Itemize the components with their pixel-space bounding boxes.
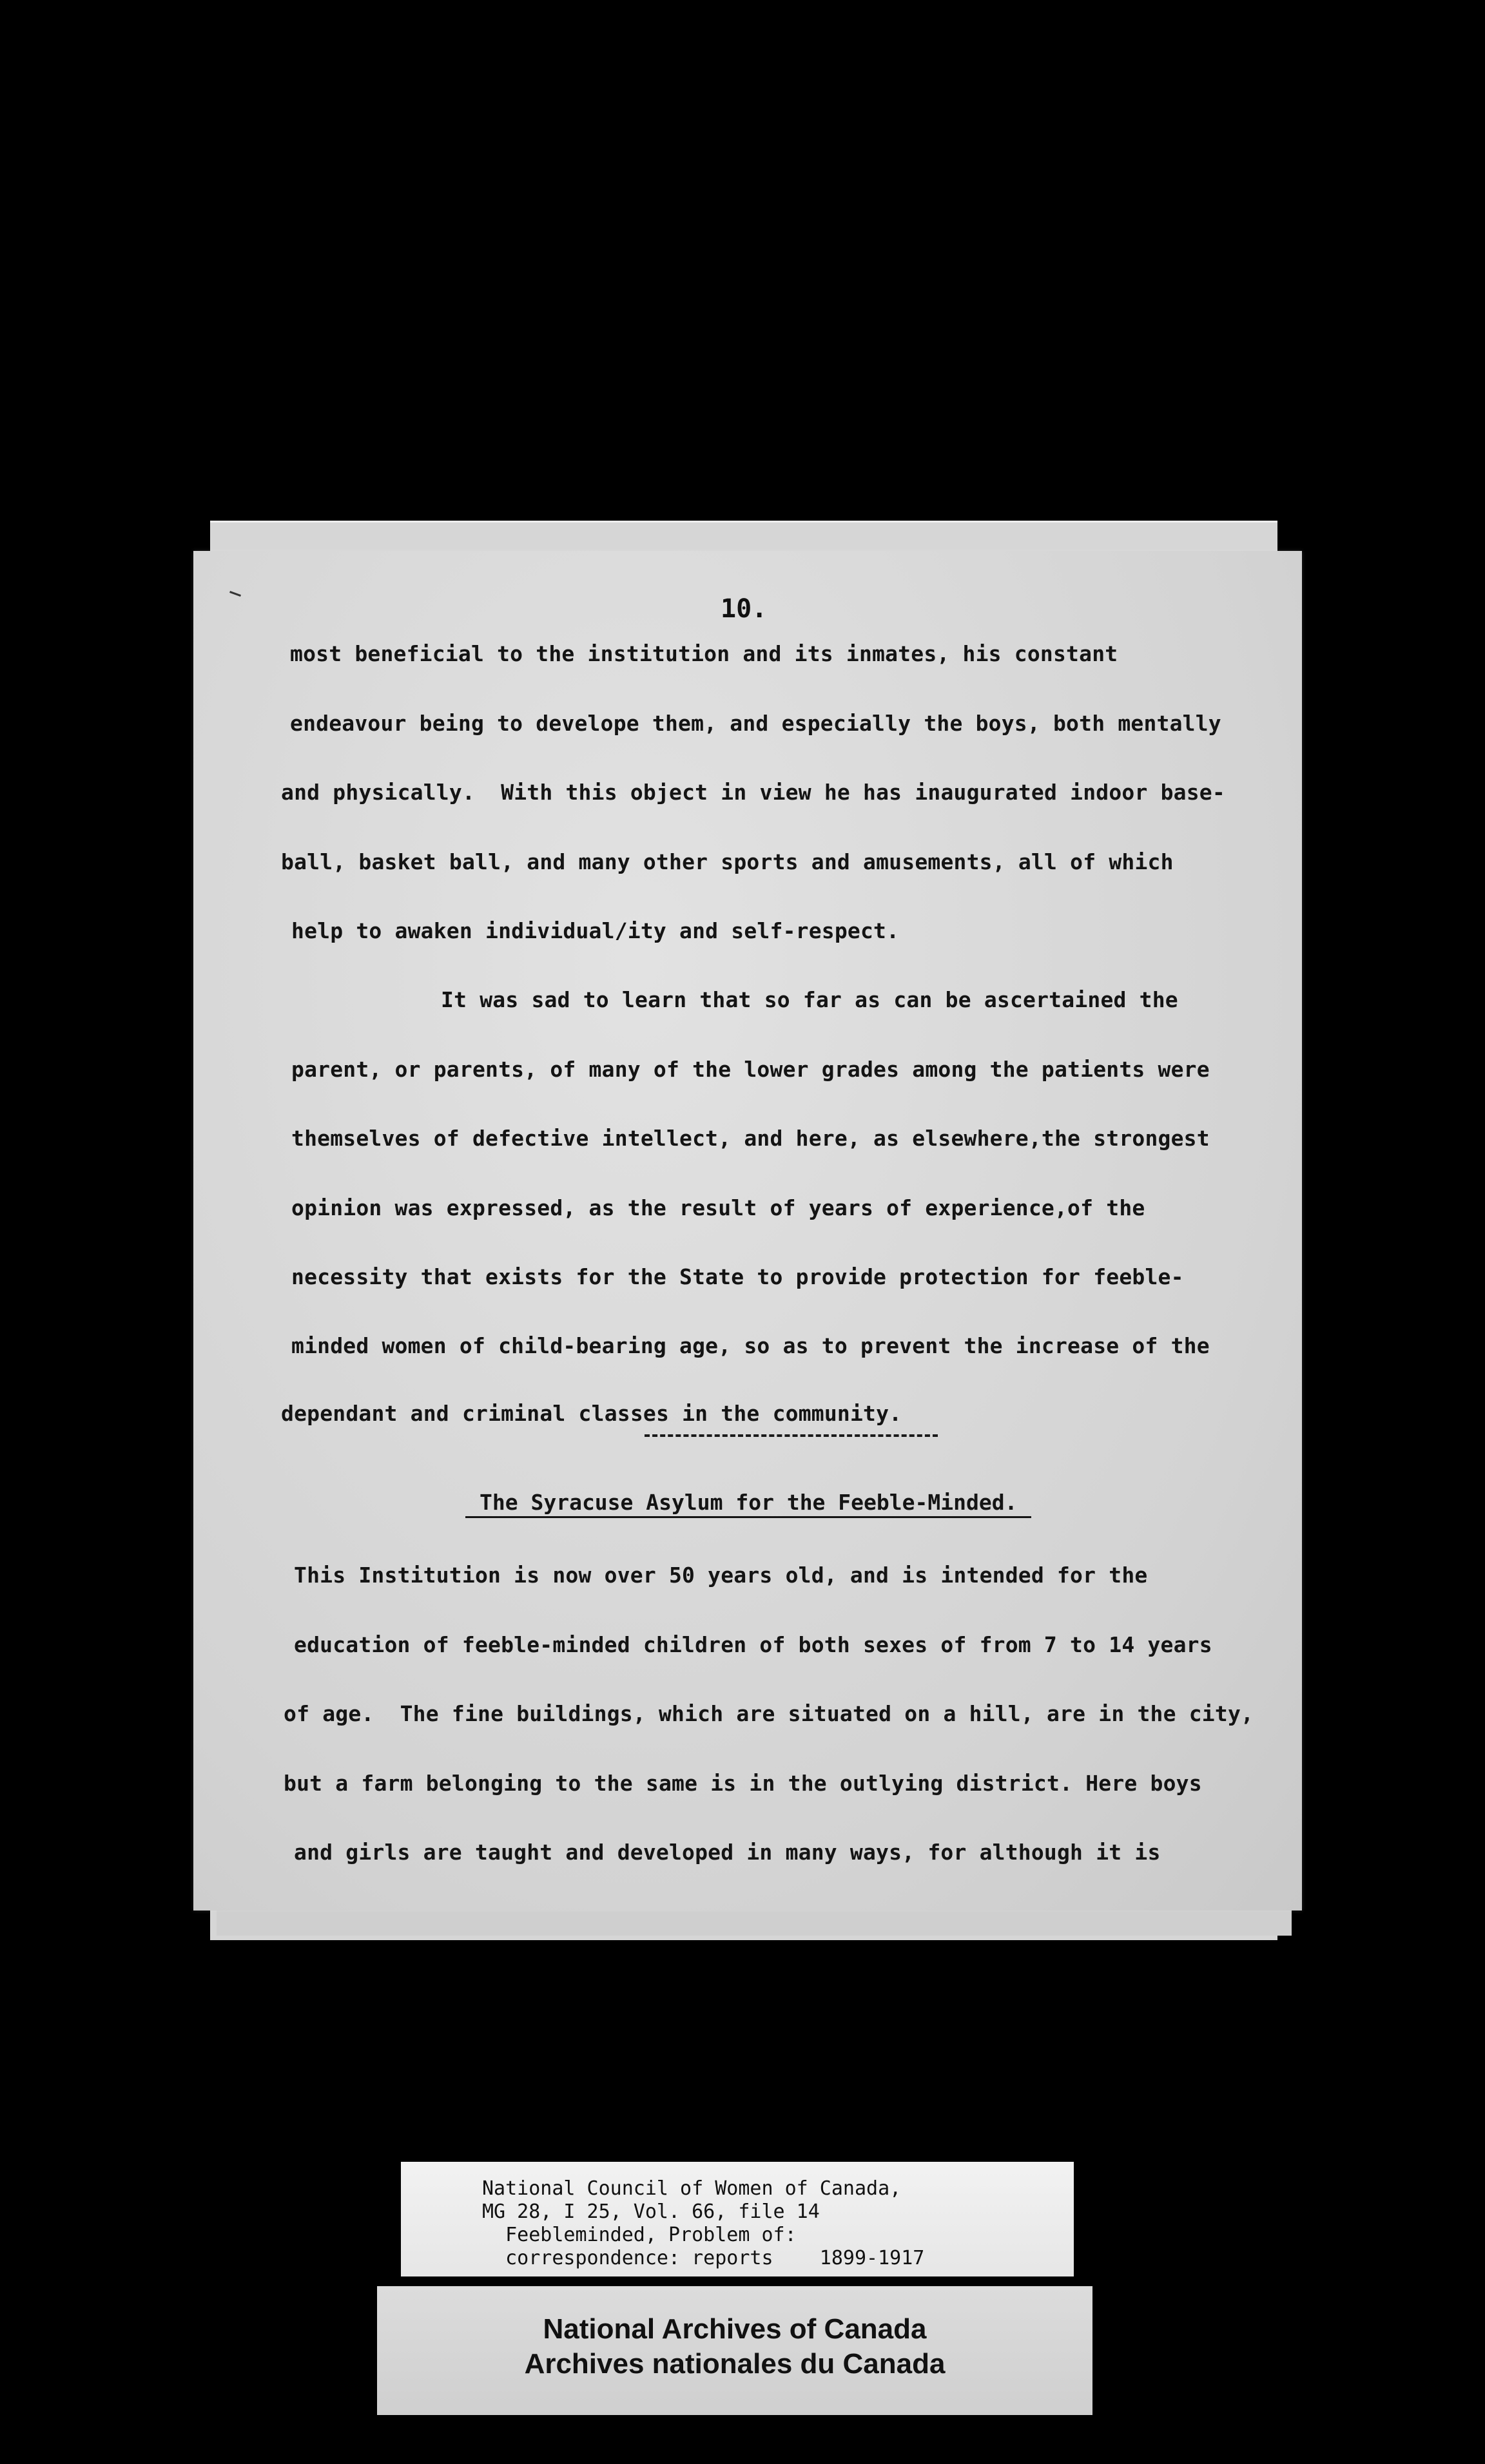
text-line: minded women of child-bearing age, so as to prevent the increase of the	[291, 1333, 1210, 1358]
text-line: ball, basket ball, and many other sports and amusements, all of which	[281, 849, 1174, 874]
section-heading: The Syracuse Asylum for the Feeble-Minded.	[465, 1490, 1031, 1518]
label-line: National Council of Women of Canada,	[482, 2177, 902, 2200]
archive-reference-label	[401, 2162, 1074, 2276]
text-line: This Institution is now over 50 years old, and is intended for the	[294, 1563, 1148, 1588]
archives-name-french: Archives nationales du Canada	[524, 2348, 946, 2380]
label-line: Feebleminded, Problem of:	[482, 2224, 797, 2246]
label-line: MG 28, I 25, Vol. 66, file 14	[482, 2200, 820, 2223]
archives-stamp	[377, 2286, 1092, 2415]
background-sheet-edge	[217, 1907, 1292, 1936]
text-line: help to awaken individual/ity and self-respect.	[291, 918, 900, 943]
page-number: 10.	[721, 594, 768, 624]
text-line: It was sad to learn that so far as can be ascertained the	[441, 987, 1178, 1012]
label-line: correspondence: reports 1899-1917	[482, 2247, 925, 2269]
text-line: but a farm belonging to the same is in the outlying district. Here boys	[284, 1771, 1202, 1796]
text-line: opinion was expressed, as the result of years of experience,of the	[291, 1195, 1145, 1220]
text-line: parent, or parents, of many of the lower grades among the patients were	[291, 1057, 1210, 1082]
text-line: endeavour being to develope them, and especially the boys, both mentally	[290, 711, 1221, 736]
text-line: themselves of defective intellect, and here, as elsewhere,the strongest	[291, 1126, 1210, 1151]
text-line: and physically. With this object in view he has inaugurated indoor base-	[281, 780, 1225, 805]
text-line: and girls are taught and developed in many ways, for although it is	[294, 1840, 1161, 1865]
text-line: education of feeble-minded children of both sexes of from 7 to 14 years	[294, 1632, 1212, 1657]
text-line: of age. The fine buildings, which are situated on a hill, are in the city,	[284, 1701, 1254, 1726]
text-line: dependant and criminal classes in the community.	[281, 1401, 902, 1426]
text-line: necessity that exists for the State to provide protection for feeble-	[291, 1264, 1184, 1289]
text-line: most beneficial to the institution and its inmates, his constant	[290, 641, 1118, 666]
archives-name-english: National Archives of Canada	[543, 2313, 927, 2345]
dashed-rule	[645, 1434, 938, 1437]
